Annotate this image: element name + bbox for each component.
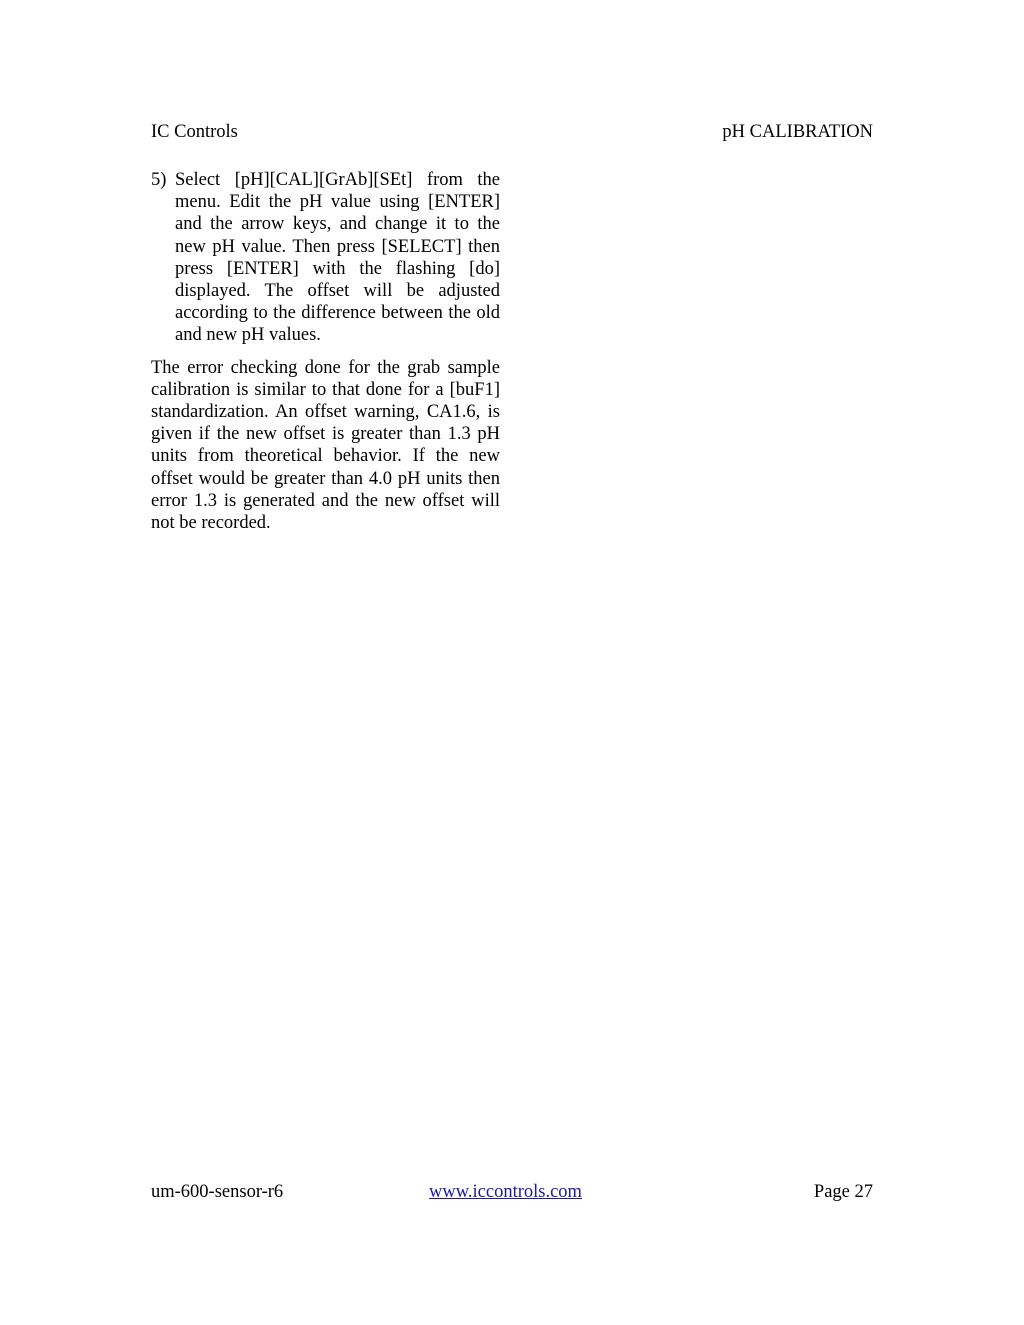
step-item xyxy=(151,169,500,347)
footer-document-id: um-600-sensor-r6 xyxy=(151,1182,284,1202)
footer-website-link[interactable]: www.iccontrols.com xyxy=(429,1182,582,1202)
step-text: Select [pH][CAL][GrAb][SEt] from the menu. Edit the pH value using [ENTER] and the arrow keys, and change it to the new pH value. Then press [SELECT] then press [ENTER] with the flashing [do] displayed. The offset will be adjusted according to the difference between the old and new pH values. xyxy=(175,170,500,346)
error-checking-paragraph: The error checking done for the grab sample calibration is similar to that done for a [buF1] standardization. An offset warning, CA1.6, is given if the new offset is greater than 1.3 pH units from theoretical behavior. If the new offset would be greater than 4.0 pH units then error 1.3 is generated and the new offset will not be recorded. xyxy=(151,357,500,534)
header-company: IC Controls xyxy=(151,122,238,142)
header-section-title: pH CALIBRATION xyxy=(722,122,873,142)
footer-page-number: Page 27 xyxy=(813,1182,873,1202)
text-column xyxy=(151,169,500,534)
step-number: 5) xyxy=(151,170,167,190)
